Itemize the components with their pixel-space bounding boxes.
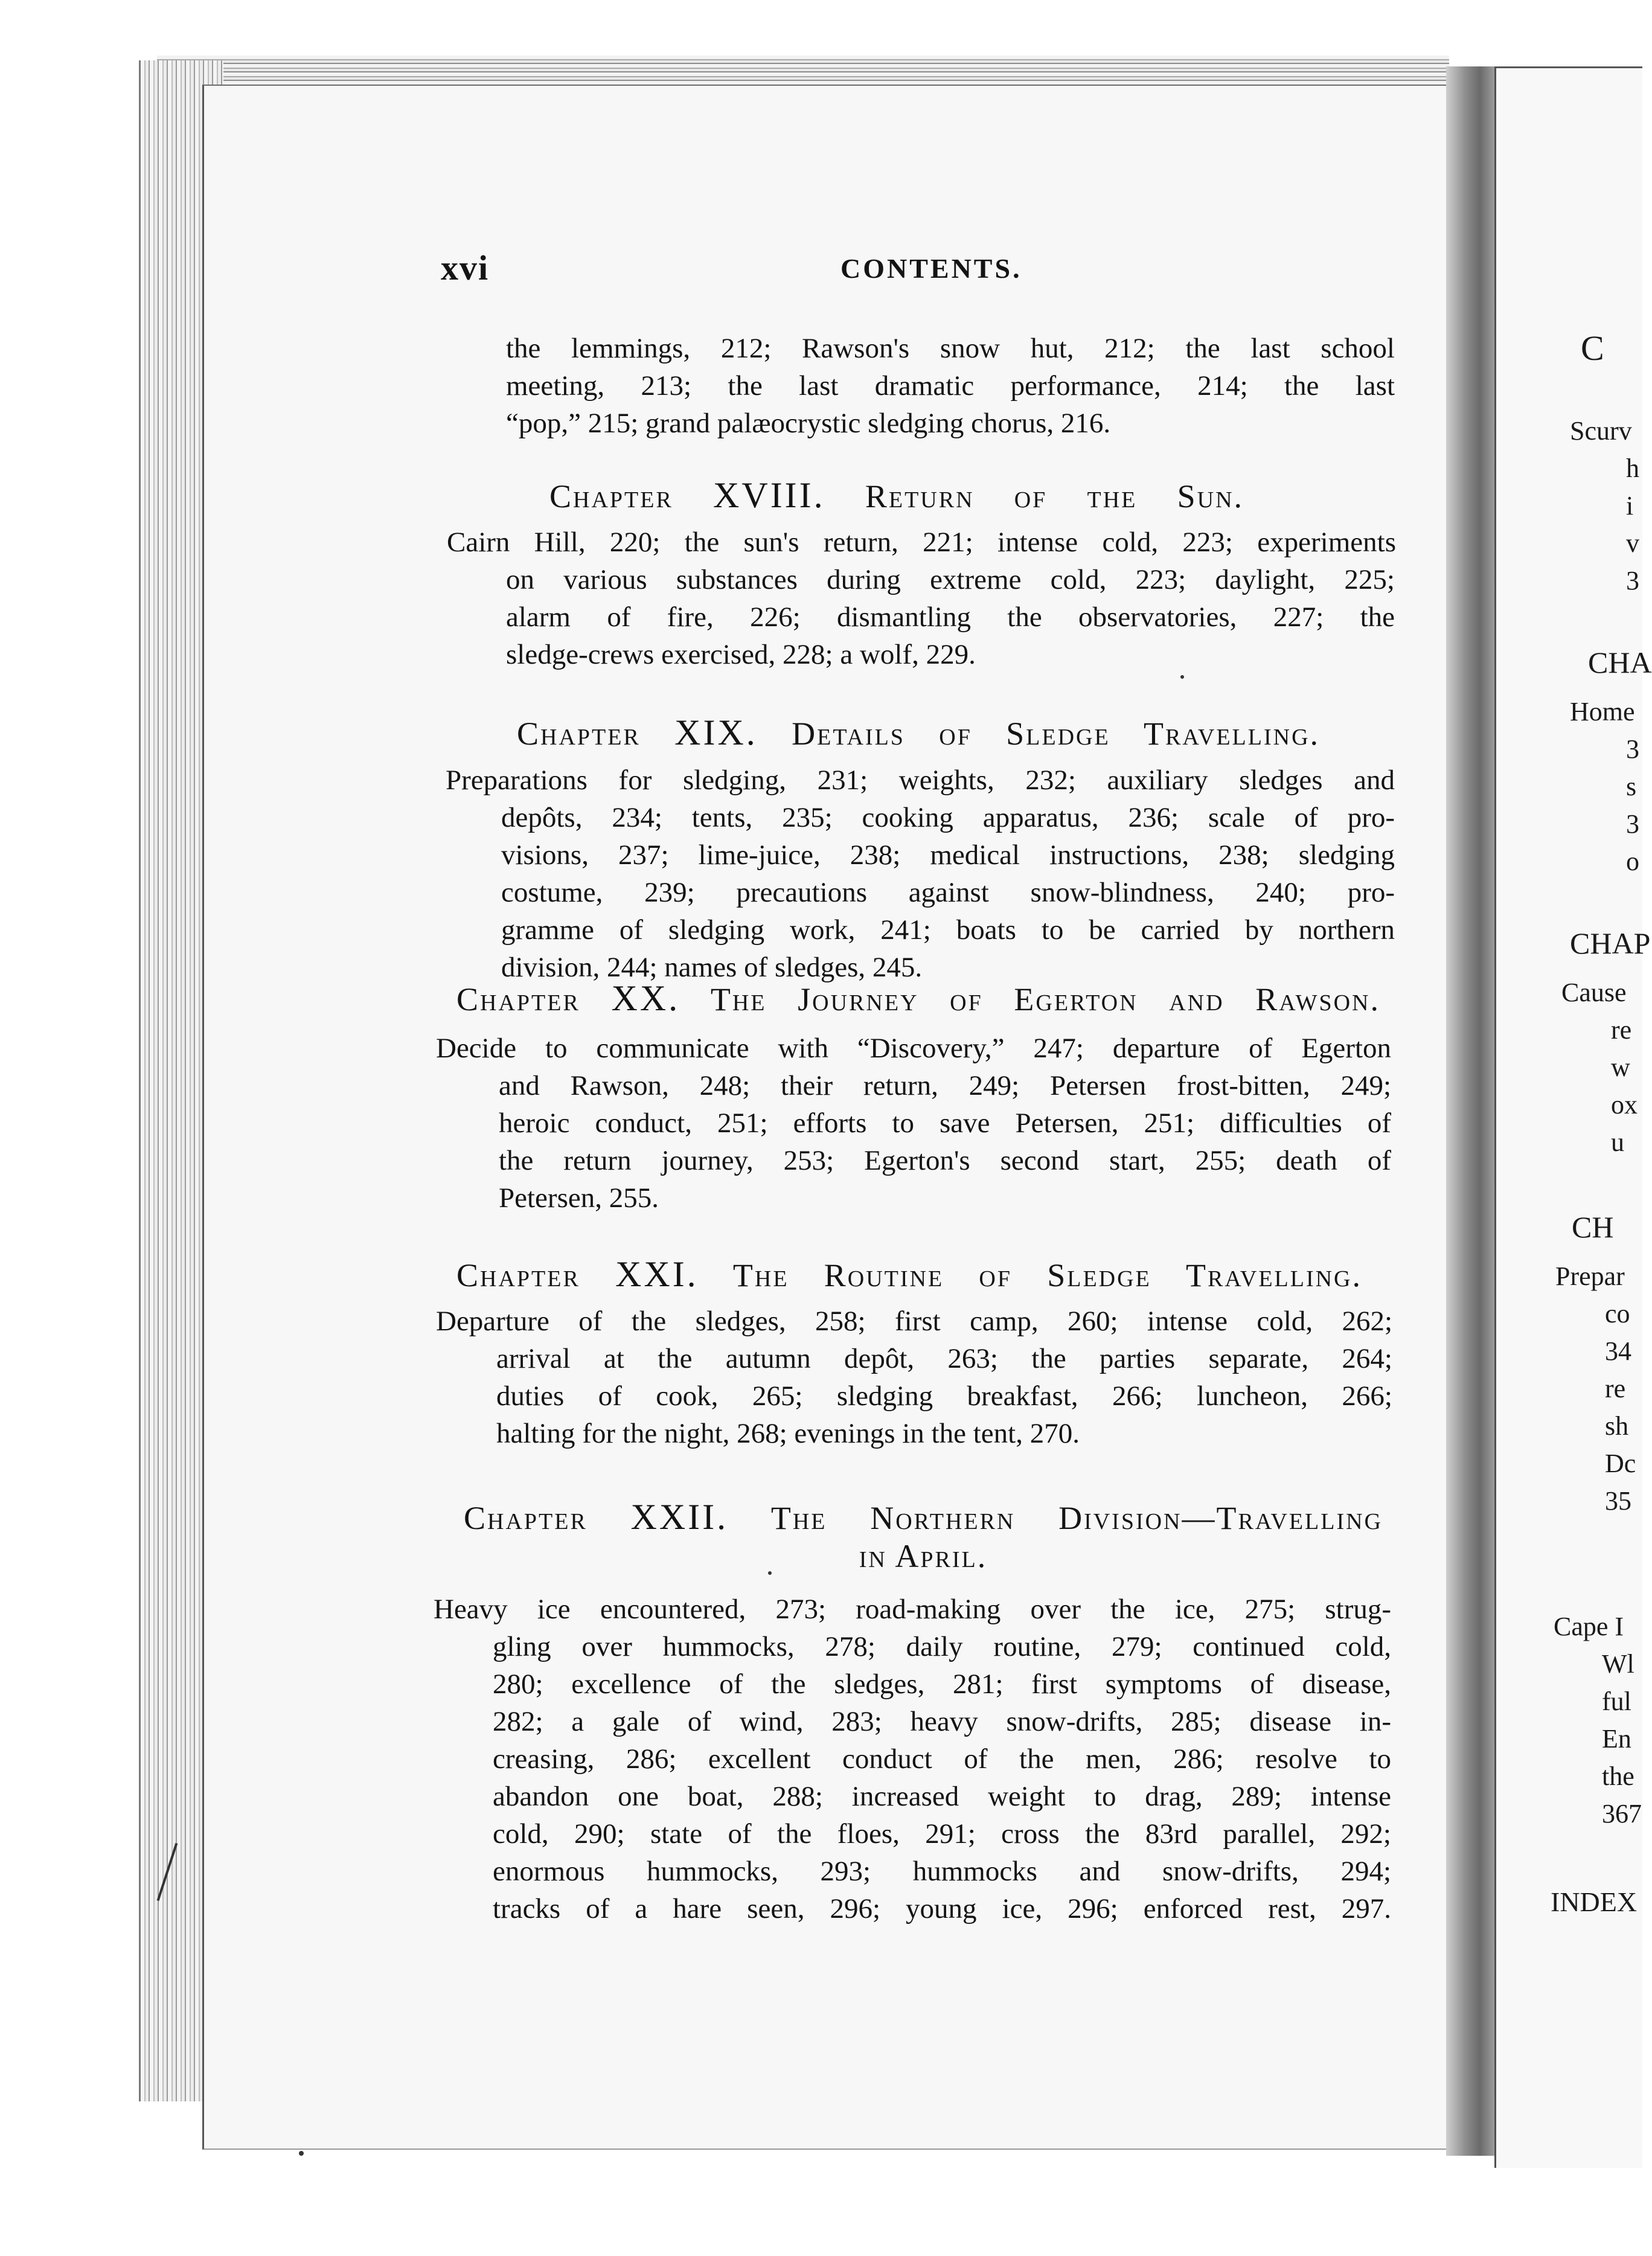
contents-line: depôts, 234; tents, 235; cooking apparatus, 236; scale of pro-: [501, 802, 1395, 833]
facing-fragment: w: [1611, 1053, 1630, 1082]
chapter-number: XXI.: [615, 1254, 699, 1294]
contents-line: the return journey, 253; Egerton's second start, 255; death of: [499, 1145, 1391, 1176]
contents-line: arrival at the autumn depôt, 263; the parties separate, 264;: [496, 1343, 1392, 1374]
contents-line: visions, 237; lime-juice, 238; medical instructions, 238; sledging: [501, 839, 1395, 871]
facing-fragment: re: [1611, 1015, 1632, 1045]
facing-fragment: CHA: [1588, 646, 1652, 679]
scan-mark: [1180, 675, 1184, 679]
facing-fragment: re: [1605, 1374, 1626, 1403]
chapter-number: XXII.: [630, 1497, 729, 1537]
facing-fragment: Cause: [1561, 978, 1627, 1007]
chapter-heading: [517, 711, 1320, 754]
facing-fragment: i: [1626, 491, 1634, 521]
contents-line: Petersen, 255.: [499, 1182, 659, 1214]
contents-line: gramme of sledging work, 241; boats to be carried by northern: [501, 914, 1395, 946]
chapter-number: XIX.: [674, 713, 758, 752]
facing-fragment: sh: [1605, 1411, 1629, 1441]
contents-line: creasing, 286; excellent conduct of the men, 286; resolve to: [493, 1743, 1391, 1775]
facing-fragment: 3: [1626, 809, 1639, 839]
facing-fragment: Prepar: [1555, 1261, 1625, 1291]
contents-line: 280; excellence of the sledges, 281; first symptoms of disease,: [493, 1668, 1391, 1700]
contents-line: tracks of a hare seen, 296; young ice, 296; enforced rest, 297.: [493, 1893, 1391, 1924]
facing-fragment: Home: [1570, 697, 1635, 726]
contents-line: the lemmings, 212; Rawson's snow hut, 212; the last school: [506, 333, 1395, 364]
contents-line: alarm of fire, 226; dismantling the observatories, 227; the: [506, 601, 1395, 633]
contents-line: division, 244; names of sledges, 245.: [501, 952, 923, 983]
facing-fragment: o: [1626, 847, 1639, 876]
facing-fragment: v: [1626, 528, 1639, 558]
facing-fragment: Scurv: [1570, 416, 1632, 446]
chapter-heading: [456, 977, 1380, 1019]
chapter-label: Chapter: [517, 716, 641, 752]
facing-fragment: CHAP: [1570, 926, 1651, 960]
facing-fragment: 3: [1626, 566, 1639, 595]
facing-page: [1494, 66, 1652, 2168]
contents-line: abandon one boat, 288; increased weight to drag, 289; intense: [493, 1781, 1391, 1812]
facing-fragment: 35: [1605, 1486, 1631, 1516]
facing-fragment: 3: [1626, 734, 1639, 764]
chapter-title: Details of Sledge Travelling.: [792, 716, 1321, 752]
chapter-heading: [456, 1253, 1362, 1295]
contents-line: enormous hummocks, 293; hummocks and snow-drifts, 294;: [493, 1856, 1391, 1887]
scan-mark: [299, 2151, 304, 2156]
facing-fragment: ox: [1611, 1090, 1638, 1120]
chapter-heading: [549, 474, 1244, 516]
facing-fragment: Wl: [1602, 1649, 1634, 1679]
chapter-label: Chapter: [456, 1257, 580, 1293]
facing-fragment: C: [1581, 328, 1604, 368]
contents-line: heroic conduct, 251; efforts to save Petersen, 251; difficulties of: [499, 1107, 1391, 1139]
page-folio: xvi: [441, 248, 490, 287]
chapter-title-continued: in April.: [859, 1538, 988, 1574]
contents-line: Decide to communicate with “Discovery,” 247; departure of Egerton: [436, 1033, 1391, 1064]
contents-line: sledge-crews exercised, 228; a wolf, 229.: [506, 639, 976, 670]
chapter-title: The Journey of Egerton and Rawson.: [710, 981, 1380, 1017]
chapter-title: Return of the Sun.: [865, 478, 1244, 514]
facing-fragment: 367: [1602, 1799, 1642, 1828]
contents-line: costume, 239; precautions against snow-blindness, 240; pro-: [501, 877, 1395, 908]
contents-line: Heavy ice encountered, 273; road-making over the ice, 275; strug-: [434, 1594, 1391, 1625]
chapter-number: XX.: [611, 978, 680, 1018]
binding-gutter: [1446, 66, 1494, 2156]
running-head: CONTENTS.: [840, 253, 1022, 284]
contents-line: meeting, 213; the last dramatic performance, 214; the last: [506, 370, 1395, 402]
contents-line: Preparations for sledging, 231; weights, 232; auxiliary sledges and: [446, 764, 1395, 796]
contents-line: and Rawson, 248; their return, 249; Petersen frost-bitten, 249;: [499, 1070, 1391, 1101]
contents-line: “pop,” 215; grand palæocrystic sledging chorus, 216.: [506, 408, 1111, 439]
contents-line: 282; a gale of wind, 283; heavy snow-drifts, 285; disease in-: [493, 1706, 1391, 1737]
facing-fragment: Cape I: [1554, 1612, 1624, 1641]
facing-fragment: ful: [1602, 1687, 1631, 1716]
facing-fragment: Dc: [1605, 1449, 1636, 1478]
facing-fragment: s: [1626, 772, 1637, 801]
facing-fragment: CH: [1572, 1210, 1614, 1244]
contents-line: duties of cook, 265; sledging breakfast, 266; luncheon, 266;: [496, 1380, 1392, 1412]
facing-fragment: the: [1602, 1761, 1634, 1791]
facing-fragment: h: [1626, 453, 1639, 483]
facing-fragment: INDEX: [1551, 1886, 1638, 1917]
contents-line: Cairn Hill, 220; the sun's return, 221; intense cold, 223; experiments: [447, 527, 1396, 558]
contents-line: gling over hummocks, 278; daily routine, 279; continued cold,: [493, 1631, 1391, 1662]
scan-mark: [768, 1571, 772, 1575]
chapter-number: XVIII.: [713, 475, 825, 515]
chapter-label: Chapter: [464, 1500, 587, 1536]
chapter-label: Chapter: [549, 478, 673, 514]
chapter-title: The Routine of Sledge Travelling.: [732, 1257, 1362, 1293]
chapter-label: Chapter: [456, 981, 580, 1017]
facing-fragment: 34: [1605, 1336, 1631, 1366]
chapter-title: The Northern Division—Travelling: [770, 1500, 1383, 1536]
contents-line: cold, 290; state of the floes, 291; cross the 83rd parallel, 292;: [493, 1818, 1391, 1850]
contents-line: on various substances during extreme cold, 223; daylight, 225;: [506, 564, 1395, 595]
contents-line: halting for the night, 268; evenings in the tent, 270.: [496, 1418, 1080, 1449]
facing-fragment: co: [1605, 1299, 1630, 1328]
chapter-heading: [464, 1496, 1383, 1538]
facing-fragment: En: [1602, 1724, 1631, 1754]
facing-fragment: u: [1611, 1127, 1624, 1157]
contents-line: Departure of the sledges, 258; first camp, 260; intense cold, 262;: [436, 1306, 1392, 1337]
